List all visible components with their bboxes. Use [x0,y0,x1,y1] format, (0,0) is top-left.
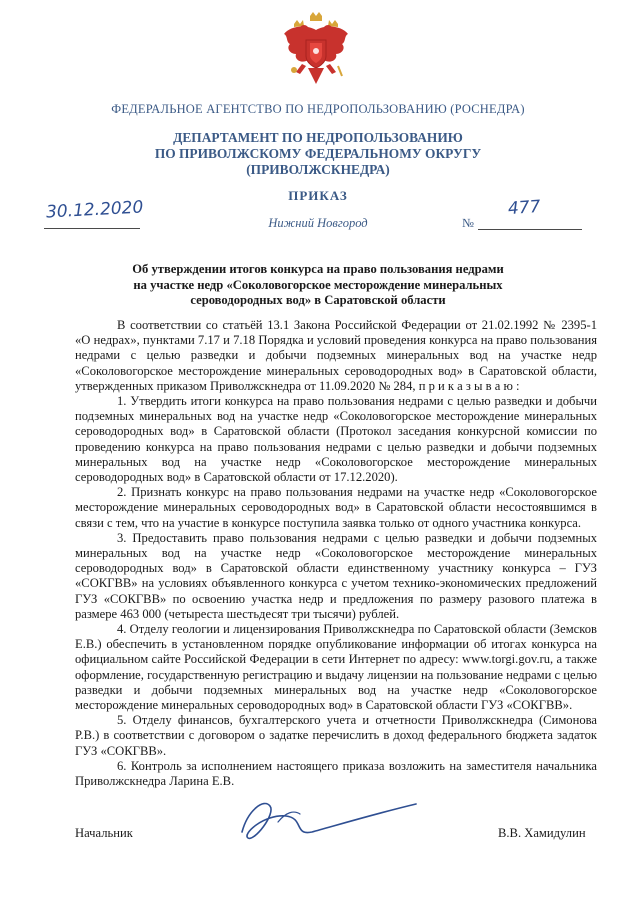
signer-role: Начальник [75,826,133,840]
document-type: ПРИКАЗ [288,188,348,203]
order-date: 30.12.2020 [45,197,144,223]
paragraph-item-5: 5. Отделу финансов, бухгалтерского учета и отчетности Приволжскнедра (Симонова Р.В.) в соответствии с договором о задатке перечислить в доход федерального бюджета задаток ГУЗ «СОКГВВ». [75,713,597,758]
paragraph-item-6: 6. Контроль за исполнением настоящего приказа возложить на заместителя начальника Приволжскнедра Ларина Е.В. [75,758,597,789]
city: Нижний Новгород [268,216,368,230]
coat-of-arms-icon [280,12,352,88]
paragraph-item-4: 4. Отделу геологии и лицензирования Приволжскнедра по Саратовской области (Земсков Е.В.) обеспечить в установленном порядке опубликование информации об итогах конкурса на официальном сайте Российской Федерации в сети Интернет по адресу: www.torgi.gov.ru, а также оформление, государственную регистрацию и выдачу лицензии на пользование недрами с целью разведки и добычи подземных минеральных вод на участке недр «Соколовогорское месторождение минеральных сероводородных вод» в Саратовской области ГУЗ «СОКГВВ». [75,622,597,713]
department-name [0,130,636,178]
department-line: ПО ПРИВОЛЖСКОМУ ФЕДЕРАЛЬНОМУ ОКРУГУ [154,146,482,161]
subject-line: на участке недр «Соколовогорское месторождение минеральных [133,277,503,292]
paragraph-item-2: 2. Признать конкурс на право пользования недрами на участке недр «Соколовогорское месторождение минеральных сероводородных вод» в Саратовской области несостоявшимся в связи с тем, что на участие в конкурсе поступила заявка только от одного участника конкурса. [75,485,597,530]
department-line: (ПРИВОЛЖСКНЕДРА) [246,162,390,177]
subject-line: Об утверждении итогов конкурса на право пользования недрами [132,262,504,276]
agency-name: ФЕДЕРАЛЬНОЕ АГЕНТСТВО ПО НЕДРОПОЛЬЗОВАНИЮ (РОСНЕДРА) [111,102,525,116]
order-body [75,318,597,789]
order-subject [100,262,536,309]
subject-line: сероводородных вод» в Саратовской области [190,293,446,307]
department-line: ДЕПАРТАМЕНТ ПО НЕДРОПОЛЬЗОВАНИЮ [173,130,463,145]
paragraph-item-3: 3. Предоставить право пользования недрами с целью разведки и добычи подземных минеральных вод на участке недр «Соколовогорское месторождение минеральных сероводородных вод» в Саратовской области единственному участнику конкурса – ГУЗ «СОКГВВ» на условиях объявленного конкурса с учетом технико-экономических предложений ГУЗ «СОКГВВ» по освоению участка недр и предложения по размеру разового платежа в размере 463 000 (четыреста шестьдесят три тысячи) рублей. [75,530,597,621]
paragraph-item-1: 1. Утвердить итоги конкурса на право пользования недрами с целью разведки и добычи подземных минеральных вод на участке недр «Соколовогорское месторождение минеральных сероводородных вод» в Саратовской области (Протокол заседания конкурсной комиссии по проведению конкурса на право пользования недрами с целью разведки и добычи подземных минеральных вод на участке недр «Соколовогорское месторождение минеральных сероводородных вод» в Саратовской области от 17.12.2020). [75,394,597,485]
paragraph-preamble: В соответствии со статьёй 13.1 Закона Российской Федерации от 21.02.1992 № 2395-1 «О недрах», пунктами 7.17 и 7.18 Порядка и условий проведения конкурса на право пользования недрами с целью разведки и добычи подземных минеральных вод на участке недр «Соколовогорское месторождение минеральных сероводородных вод» в Саратовской области, утвержденных приказом Приволжскнедра от 11.09.2020 № 284, п р и к а з ы в а ю : [75,318,597,393]
number-sign: № [462,216,474,230]
signer-name: В.В. Хамидулин [498,826,586,840]
handwritten-signature [234,792,424,850]
order-number: 477 [507,196,542,220]
